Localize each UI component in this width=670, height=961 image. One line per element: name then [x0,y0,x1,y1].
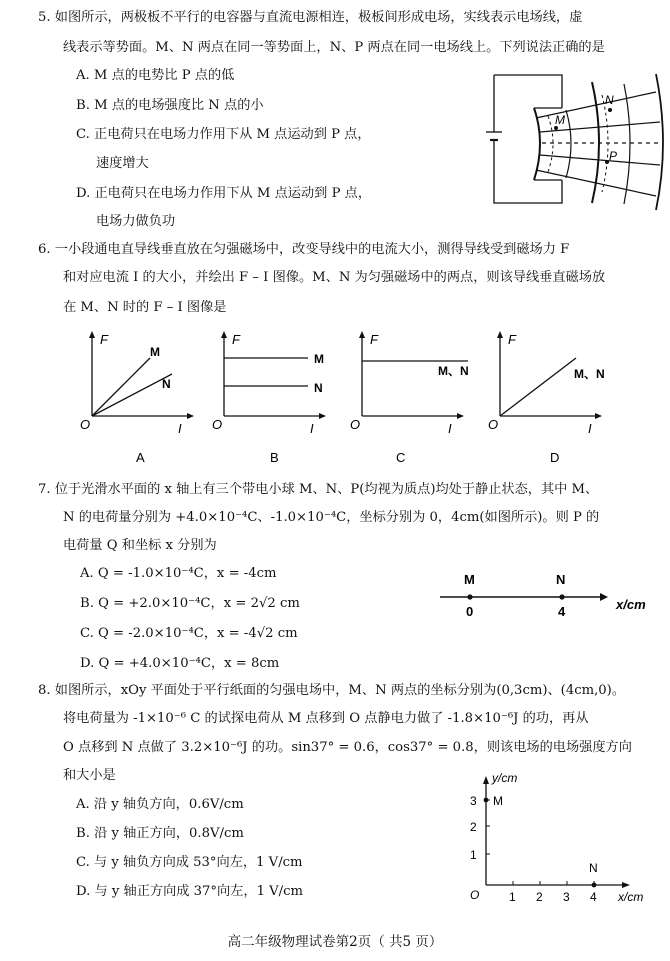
svg-text:2: 2 [470,820,477,834]
q8-stem-line4: 和大小是 [63,768,116,783]
q5-stem-line2: 线表示等势面。M、N 两点在同一等势面上，N、P 两点在同一电场线上。下列说法正确的是 [63,40,605,55]
graph-letter: C [396,450,406,465]
svg-text:O: O [488,417,499,432]
q5-capacitor-figure [484,70,664,210]
q8-option-d: D. 与 y 轴正方向成 37°向左，1 V/cm [76,884,304,899]
q7-stem-line2: N 的电荷量分别为 +4.0×10⁻⁴C、-1.0×10⁻⁴C，坐标分别为 0，4cm(如图所示)。则 P 的 [63,510,600,525]
svg-text:O: O [470,888,480,902]
point-n-marker [608,108,612,112]
q8-stem-line3: O 点移到 N 点做了 3.2×10⁻⁶J 的功。sin37° = 0.6，cos37° = 0.8，则该电场的电场强度方向 [63,740,632,755]
q8-option-a: A. 沿 y 轴负方向，0.6V/cm [76,797,244,812]
q6-graph-b [212,330,334,465]
svg-text:0: 0 [466,604,474,619]
q7-stem-line1: 7. 位于光滑水平面的 x 轴上有三个带电小球 M、N、P(均视为质点)均处于静止状态，其中 M、 [38,482,599,497]
ball-m-marker [467,594,472,599]
svg-text:O: O [350,417,361,432]
svg-text:O: O [80,417,91,432]
svg-text:I: I [178,421,182,436]
q7-axis-figure [440,566,660,624]
q6-graph-c [350,330,472,465]
graph-letter: A [136,450,145,465]
svg-text:N: N [556,572,566,587]
line-m [92,358,150,416]
svg-text:3: 3 [563,890,570,904]
q5-option-c-cont: 速度增大 [96,156,149,171]
q5-option-b: B. M 点的电场强度比 N 点的小 [76,98,264,113]
graph-letter: B [270,450,279,465]
svg-text:M: M [493,794,503,808]
label-n: N [605,93,614,107]
line-mn [500,358,576,416]
q7-stem-line3: 电荷量 Q 和坐标 x 分别为 [63,538,217,553]
label-p: P [609,149,618,163]
svg-text:F: F [370,332,378,347]
q5-option-a: A. M 点的电势比 P 点的低 [76,68,235,83]
svg-text:M: M [314,352,324,366]
svg-text:x/cm: x/cm [618,890,644,904]
graph-letter: D [550,450,560,465]
svg-text:x/cm: x/cm [616,597,646,612]
q6-stem-line1: 6. 一小段通电直导线垂直放在匀强磁场中，改变导线中的电流大小，测得导线受到磁场力 F [38,242,570,257]
svg-text:N: N [589,861,598,875]
q8-stem-line2: 将电荷量为 -1×10⁻⁶ C 的试探电荷从 M 点移到 O 点静电力做了 -1.8×10⁻⁶J 的功，再从 [63,711,589,726]
svg-text:2: 2 [536,890,543,904]
line-n [92,374,172,416]
svg-text:I: I [448,421,452,436]
svg-text:M、N: M、N [574,367,605,381]
point-n-marker [592,883,597,888]
svg-text:N: N [162,377,171,391]
q8-option-c: C. 与 y 轴负方向成 53°向左，1 V/cm [76,855,303,870]
svg-text:4: 4 [558,604,566,619]
q7-option-a: A. Q = -1.0×10⁻⁴C，x = -4cm [80,566,277,581]
ball-n-marker [559,594,564,599]
q8-option-b: B. 沿 y 轴正方向，0.8V/cm [76,826,244,841]
q5-stem-line1: 5. 如图所示，两极板不平行的电容器与直流电源相连，极板间形成电场，实线表示电场线，虚 [38,10,583,25]
svg-text:y/cm: y/cm [492,771,518,785]
point-m-marker [484,798,489,803]
svg-text:F: F [508,332,516,347]
q7-option-c: C. Q = -2.0×10⁻⁴C，x = -4√2 cm [80,626,298,641]
q6-graph-a [80,330,202,465]
svg-text:I: I [310,421,314,436]
q8-coordinate-figure [464,770,664,910]
svg-text:F: F [232,332,240,347]
q6-stem-line2: 和对应电流 I 的大小，并绘出 F – I 图像。M、N 为匀强磁场中的两点，则该导线垂直磁场放 [63,270,606,285]
q5-option-c: C. 正电荷只在电场力作用下从 M 点运动到 P 点， [76,127,371,142]
q7-option-b: B. Q = +2.0×10⁻⁴C，x = 2√2 cm [80,596,300,611]
svg-text:3: 3 [470,794,477,808]
svg-text:M: M [464,572,475,587]
svg-text:O: O [212,417,223,432]
svg-text:N: N [314,381,323,395]
label-m: M [555,113,565,127]
svg-text:1: 1 [509,890,516,904]
svg-text:1: 1 [470,848,477,862]
svg-text:4: 4 [590,890,597,904]
svg-text:I: I [588,421,592,436]
q7-option-d: D. Q = +4.0×10⁻⁴C，x = 8cm [80,656,280,671]
svg-text:M、N: M、N [438,364,469,378]
svg-text:M: M [150,345,160,359]
q8-stem-line1: 8. 如图所示，xOy 平面处于平行纸面的匀强电场中，M、N 两点的坐标分别为(0,3cm)、(4cm,0)。 [38,683,626,698]
q6-stem-line3: 在 M、N 时的 F – I 图像是 [63,300,227,315]
page-footer: 高二年级物理试卷第2页（ 共5 页） [227,934,443,950]
q5-option-d-cont: 电场力做负功 [96,214,176,229]
q6-graph-d [488,330,613,465]
q5-option-d: D. 正电荷只在电场力作用下从 M 点运动到 P 点， [76,186,372,201]
svg-text:F: F [100,332,108,347]
